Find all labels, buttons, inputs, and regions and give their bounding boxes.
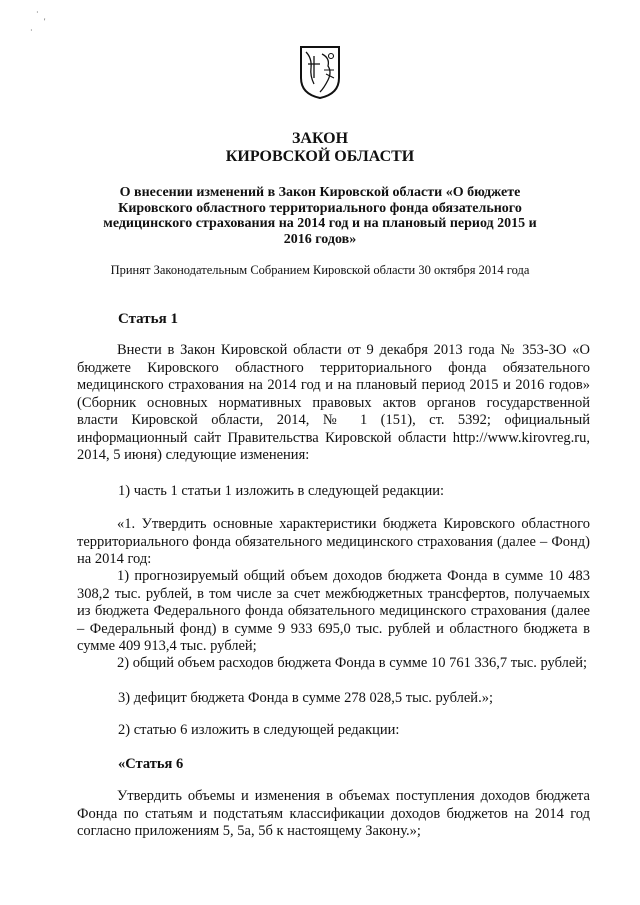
quoted-article-heading: «Статья 6 — [118, 756, 184, 772]
item-1: 1) часть 1 статьи 1 изложить в следующей редакции: — [118, 483, 444, 499]
subitem-1: 1) прогнозируемый общий объем доходов бюджета Фонда в сумме 10 483 308,2 тыс. рублей, в том числе за счет межбюджетных трансфертов, получаемых из бюджета Федерального фонда обязательного медицинского страхования (далее – Федеральный фонд) в сумме 9 933 695,0 тыс. рублей и областного бюджета в сумме 409 913,4 тыс. рублей; — [77, 568, 590, 654]
corner-mark: · — [30, 26, 33, 35]
corner-marks — [30, 8, 46, 35]
corner-mark: · — [36, 8, 39, 17]
intro-paragraph: Внести в Закон Кировской области от 9 декабря 2013 года № 353-ЗО «О бюджете Кировского областного территориального фонда обязательного медицинского страхования на 2014 год и на плановый период 2015 и 2016 годов» (Сборник основных нормативных правовых актов органов государственной власти Кировской области, 2014, № 1 (151), ст. 5392; официальный информационный сайт Правительства Кировской области http://www.kirovreg.ru, 2014, 5 июня) следующие изменения: — [77, 342, 590, 463]
law-title: ЗАКОН — [291, 130, 349, 147]
subitem-2: 2) общий объем расходов бюджета Фонда в сумме 10 761 336,7 тыс. рублей; — [117, 655, 588, 671]
subitem-3: 3) дефицит бюджета Фонда в сумме 278 028,5 тыс. рублей.»; — [118, 690, 493, 706]
coat-of-arms-icon — [298, 44, 342, 100]
adoption-note: Принят Законодательным Собранием Кировской области 30 октября 2014 года — [110, 263, 530, 277]
item-2: 2) статью 6 изложить в следующей редакции: — [118, 722, 400, 738]
law-subtitle: О внесении изменений в Закон Кировской области «О бюджете Кировского областного территориального фонда обязательного медицинского страхования на 2014 год и на плановый период 2015 и 2016 годов» — [103, 185, 537, 247]
quote-intro: «1. Утвердить основные характеристики бюджета Кировского областного территориального фонда обязательного медицинского страхования (далее – Фонд) на 2014 год: — [77, 516, 590, 567]
article-heading: Статья 1 — [118, 311, 178, 327]
corner-mark: ' — [44, 17, 46, 26]
law-region: КИРОВСКОЙ ОБЛАСТИ — [225, 148, 415, 165]
article6-text: Утвердить объемы и изменения в объемах поступления доходов бюджета Фонда по статьям и подстатьям классификации доходов бюджетов на 2014 год согласно приложениям 5, 5а, 5б к настоящему Закону.»; — [77, 788, 590, 839]
